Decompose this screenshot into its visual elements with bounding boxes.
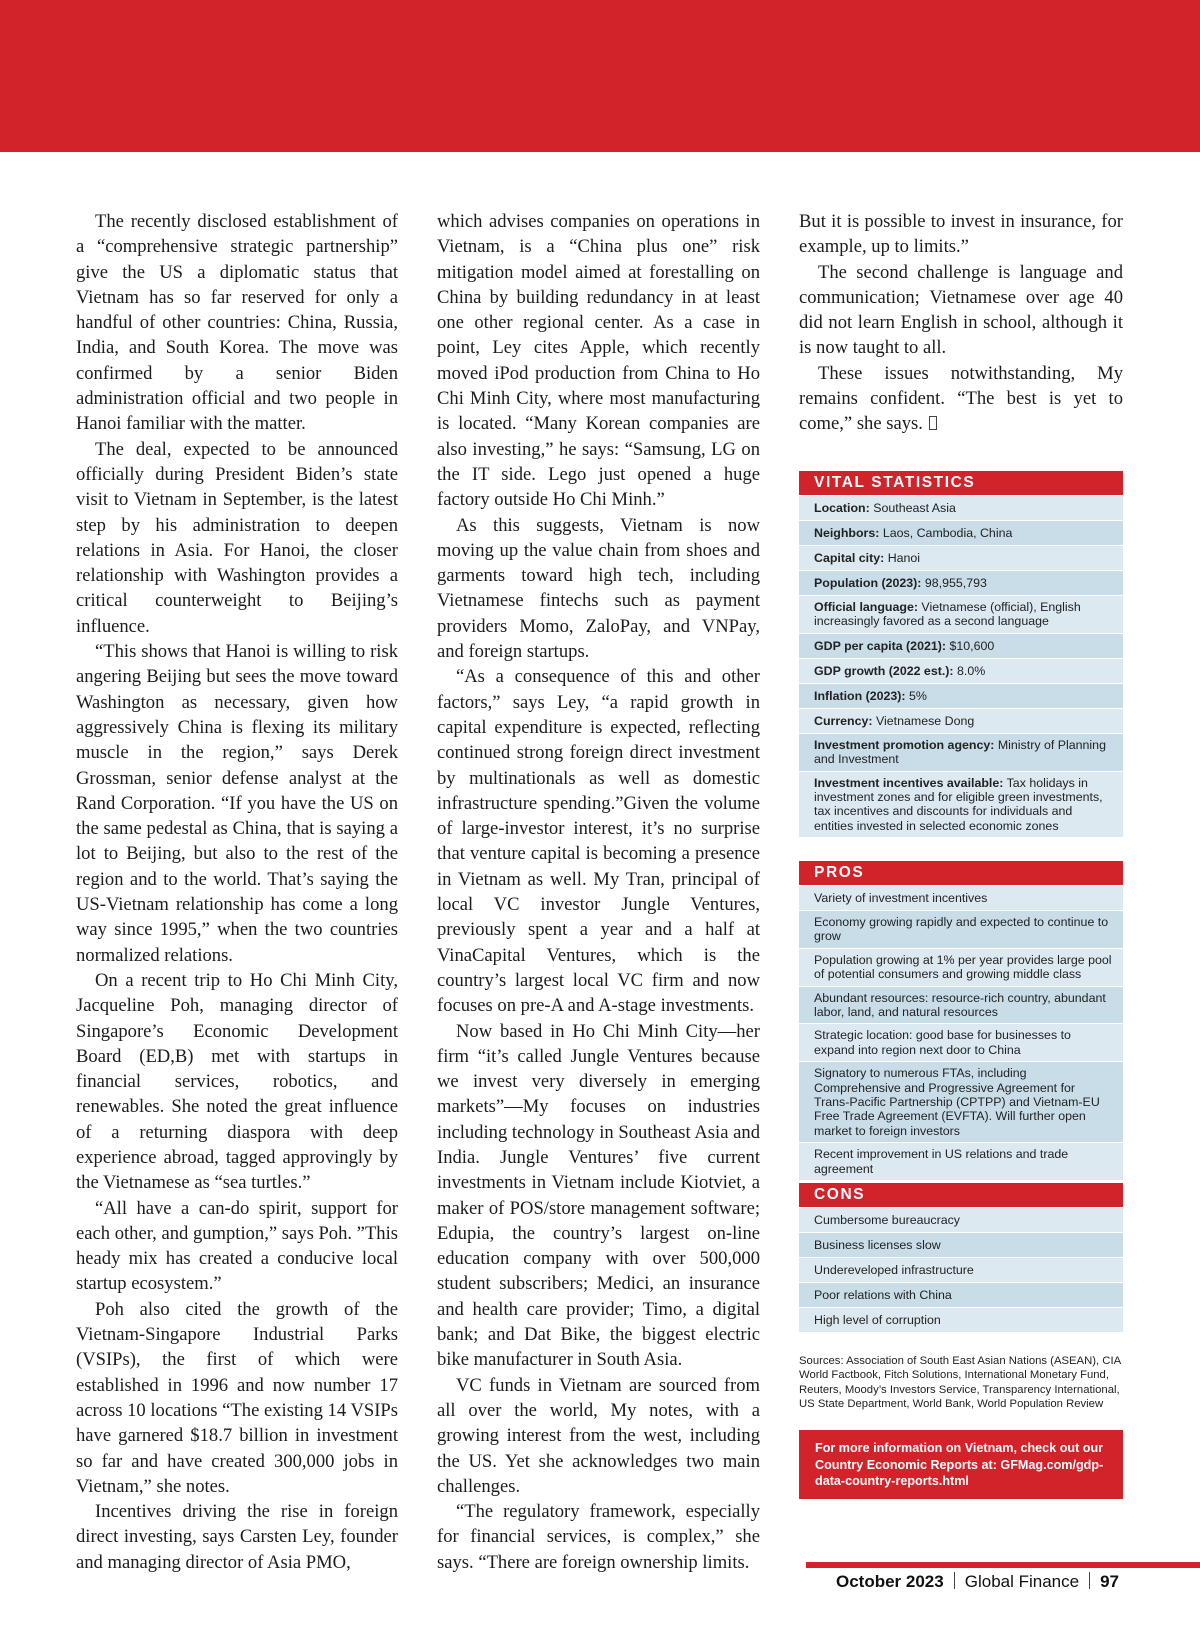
stat-label: Currency: xyxy=(814,713,873,728)
pros-item: Abundant resources: resource-rich country, abundant labor, land, and natural resources xyxy=(799,986,1123,1024)
stat-label: GDP per capita (2021): xyxy=(814,638,946,653)
issue-date: October 2023 xyxy=(836,1572,944,1591)
stat-label: Neighbors: xyxy=(814,525,880,540)
pros-item: Variety of investment incentives xyxy=(799,885,1123,910)
vital-statistics-box xyxy=(799,471,1123,837)
pros-item: Population growing at 1% per year provides large pool of potential consumers and growing middle class xyxy=(799,948,1123,986)
stat-value: $10,600 xyxy=(949,638,995,653)
stat-value: 5% xyxy=(909,688,927,703)
stat-row xyxy=(799,633,1123,658)
stat-row xyxy=(799,708,1123,733)
article-paragraph: “The regulatory framework, especially for financial services, is complex,” she says. “There are foreign ownership limits. xyxy=(437,1501,760,1573)
stat-label: Investment promotion agency: xyxy=(814,737,995,752)
pros-list xyxy=(799,885,1123,1180)
article-paragraph: On a recent trip to Ho Chi Minh City, Jacqueline Poh, managing director of Singapore’s Economic Development Board (ED,B) met with startups in financial services, robotics, and renewables. She noted the great influence of a returning diaspora with deep experience abroad, tagged approvingly by the Vietnamese as “sea turtles.” xyxy=(76,969,398,1194)
article-paragraph: The recently disclosed establishment of a “comprehensive strategic partnership” give the US a diplomatic status that Vietnam has so far reserved for only a handful of other countries: China, Russia, India, and South Korea. The move was confirmed by a senior Biden administration official and two people in Hanoi familiar with the matter. xyxy=(76,211,398,435)
stat-label: Inflation (2023): xyxy=(814,688,906,703)
article-column-1 xyxy=(76,209,398,1575)
cons-item: Cumbersome bureaucracy xyxy=(799,1207,1123,1232)
stat-row xyxy=(799,595,1123,633)
stat-value: Southeast Asia xyxy=(873,500,956,515)
article-paragraph: “This shows that Hanoi is willing to risk angering Beijing but sees the move toward Washington as necessary, given how aggressively China is flexing its military muscle in the region,” says Derek Grossman, senior defense analyst at the Rand Corporation. “If you have the US on the same pedestal as China, that is saying a lot to Beijing, but also to the rest of the region and to the world. That’s saying the US-Vietnam relationship has come a long way since 1995,” when the two countries normalized relations. xyxy=(76,641,398,966)
page-footer xyxy=(836,1571,1119,1593)
stat-value: 98,955,793 xyxy=(924,575,987,590)
vital-statistics-title: VITAL STATISTICS xyxy=(799,471,1123,495)
stat-label: Capital city: xyxy=(814,550,885,565)
cons-list xyxy=(799,1207,1123,1332)
end-of-article-icon xyxy=(929,416,937,430)
cons-item: Business licenses slow xyxy=(799,1232,1123,1257)
stat-value: Laos, Cambodia, China xyxy=(882,525,1013,540)
stat-label: Official language: xyxy=(814,600,918,614)
top-red-banner xyxy=(0,0,1200,152)
stat-row xyxy=(799,683,1123,708)
stat-row xyxy=(799,570,1123,595)
cons-box xyxy=(799,1183,1123,1332)
article-paragraph: The second challenge is language and communication; Vietnamese over age 40 did not learn English in school, although it is now taught to all. xyxy=(799,261,1123,359)
cons-item: Poor relations with China xyxy=(799,1282,1123,1307)
footer-divider xyxy=(1089,1572,1090,1589)
pros-title: PROS xyxy=(799,861,1123,885)
article-column-3 xyxy=(799,209,1123,437)
stat-value: Hanoi xyxy=(887,550,921,565)
cons-item: High level of corruption xyxy=(799,1307,1123,1332)
article-column-2 xyxy=(437,209,760,1575)
stat-label: Population (2023): xyxy=(814,575,922,590)
article-paragraph: But it is possible to invest in insurance, for example, up to limits.” xyxy=(799,211,1123,258)
page-number: 97 xyxy=(1100,1572,1119,1591)
article-paragraph: The deal, expected to be announced officially during President Biden’s state visit to Vietnam in September, is the latest step by his administration to deepen relations in Asia. For Hanoi, the closer relationship with Washington provides a critical counterweight to Beijing’s influence. xyxy=(76,438,398,637)
cons-title: CONS xyxy=(799,1183,1123,1207)
stat-value: Ministry of Planning and Investment xyxy=(814,737,1106,767)
stat-value: Tax holidays in investment zones and for eligible green investments, tax incentives and discounts for individuals and entities invested in selected economic zones xyxy=(814,775,1103,833)
article-closing-text: These issues notwithstanding, My remains confident. “The best is yet to come,” she says. xyxy=(799,362,1123,435)
footer-divider xyxy=(954,1572,955,1589)
stat-row xyxy=(799,733,1123,771)
country-reports-callout: For more information on Vietnam, check out our Country Economic Reports at: GFMag.com/gdp-data-country-reports.html xyxy=(799,1430,1123,1499)
pros-item: Strategic location: good base for businesses to expand into region next door to China xyxy=(799,1023,1123,1061)
vital-statistics-list xyxy=(799,495,1123,837)
pros-box xyxy=(799,861,1123,1180)
publication-name: Global Finance xyxy=(964,1572,1080,1591)
footer-red-rule xyxy=(806,1562,1200,1568)
stat-row xyxy=(799,520,1123,545)
stat-row xyxy=(799,495,1123,520)
stat-row xyxy=(799,545,1123,570)
article-paragraph: which advises companies on operations in Vietnam, is a “China plus one” risk mitigation model aimed at forestalling on China by building redundancy in at least one other regional center. As a case in point, Ley cites Apple, which recently moved iPod production from China to Ho Chi Minh City, where most manufacturing is located. “Many Korean companies are also investing,” he says: “Samsung, LG on the IT side. Lego just opened a huge factory outside Ho Chi Minh.” xyxy=(437,211,760,511)
sources-note: Sources: Association of South East Asian Nations (ASEAN), CIA World Factbook, Fitch Solutions, International Monetary Fund, Reuters, Moody’s Investors Service, Transparency International, US State Department, World Bank, World Population Review xyxy=(799,1355,1121,1411)
stat-row xyxy=(799,658,1123,683)
pros-item: Recent improvement in US relations and trade agreement xyxy=(799,1142,1123,1180)
article-paragraph: “All have a can-do spirit, support for each other, and gumption,” says Poh. ”This heady mix has created a conducive local startup ecosystem.” xyxy=(76,1197,398,1295)
pros-item: Economy growing rapidly and expected to continue to grow xyxy=(799,910,1123,948)
article-paragraph: Poh also cited the growth of the Vietnam-Singapore Industrial Parks (VSIPs), the first of which were established in 1996 and now number 17 across 10 locations “The existing 14 VSIPs have garnered $18.7 billion in investment so far and have created 300,000 jobs in Vietnam,” she notes. xyxy=(76,1298,398,1497)
article-paragraph xyxy=(799,361,1123,437)
cons-item: Undereveloped infrastructure xyxy=(799,1257,1123,1282)
stat-label: GDP growth (2022 est.): xyxy=(814,663,954,678)
stat-row xyxy=(799,771,1123,838)
stat-value: 8.0% xyxy=(957,663,986,678)
article-paragraph: Now based in Ho Chi Minh City—her firm “it’s called Jungle Ventures because we invest very diversely in emerging markets”—My focuses on industries including technology in Southeast Asia and India. Jungle Ventures’ five current investments in Vietnam include Kiotviet, a maker of POS/store management software; Edupia, the country’s largest on-line education company with over 500,000 student subscribers; Medici, an insurance and health care provider; Timo, a digital bank; and Dat Bike, the biggest electric bike manufacturer in South Asia. xyxy=(437,1020,760,1371)
stat-label: Location: xyxy=(814,500,870,515)
article-paragraph: VC funds in Vietnam are sourced from all over the world, My notes, with a growing interest from the west, including the US. Yet she acknowledges two main challenges. xyxy=(437,1374,760,1497)
article-paragraph: As this suggests, Vietnam is now moving up the value chain from shoes and garments toward high tech, including Vietnamese fintechs such as payment providers Momo, ZaloPay, and VNPay, and foreign startups. xyxy=(437,514,760,663)
stat-value: Vietnamese Dong xyxy=(875,713,975,728)
stat-label: Investment incentives available: xyxy=(814,775,1004,790)
article-paragraph: “As a consequence of this and other factors,” says Ley, “a rapid growth in capital expenditure is expected, reflecting continued strong foreign direct investment by multinationals as well as domestic infrastructure spending.”Given the volume of large-investor interest, it’s no surprise that venture capital is becoming a presence in Vietnam as well. My Tran, principal of local VC investor Jungle Ventures, previously spent a year and a half at VinaCapital Ventures, which is the country’s largest local VC firm and now focuses on pre-A and A-stage investments. xyxy=(437,666,760,1017)
stat-value: Vietnamese (official), English increasingly favored as a second language xyxy=(814,600,1081,629)
pros-item: Signatory to numerous FTAs, including Comprehensive and Progressive Agreement for Trans-Pacific Partnership (CPTPP) and Vietnam-EU Free Trade Agreement (EVFTA). Will further open market to foreign investors xyxy=(799,1061,1123,1142)
article-paragraph: Incentives driving the rise in foreign direct investing, says Carsten Ley, founder and managing director of Asia PMO, xyxy=(76,1501,398,1573)
